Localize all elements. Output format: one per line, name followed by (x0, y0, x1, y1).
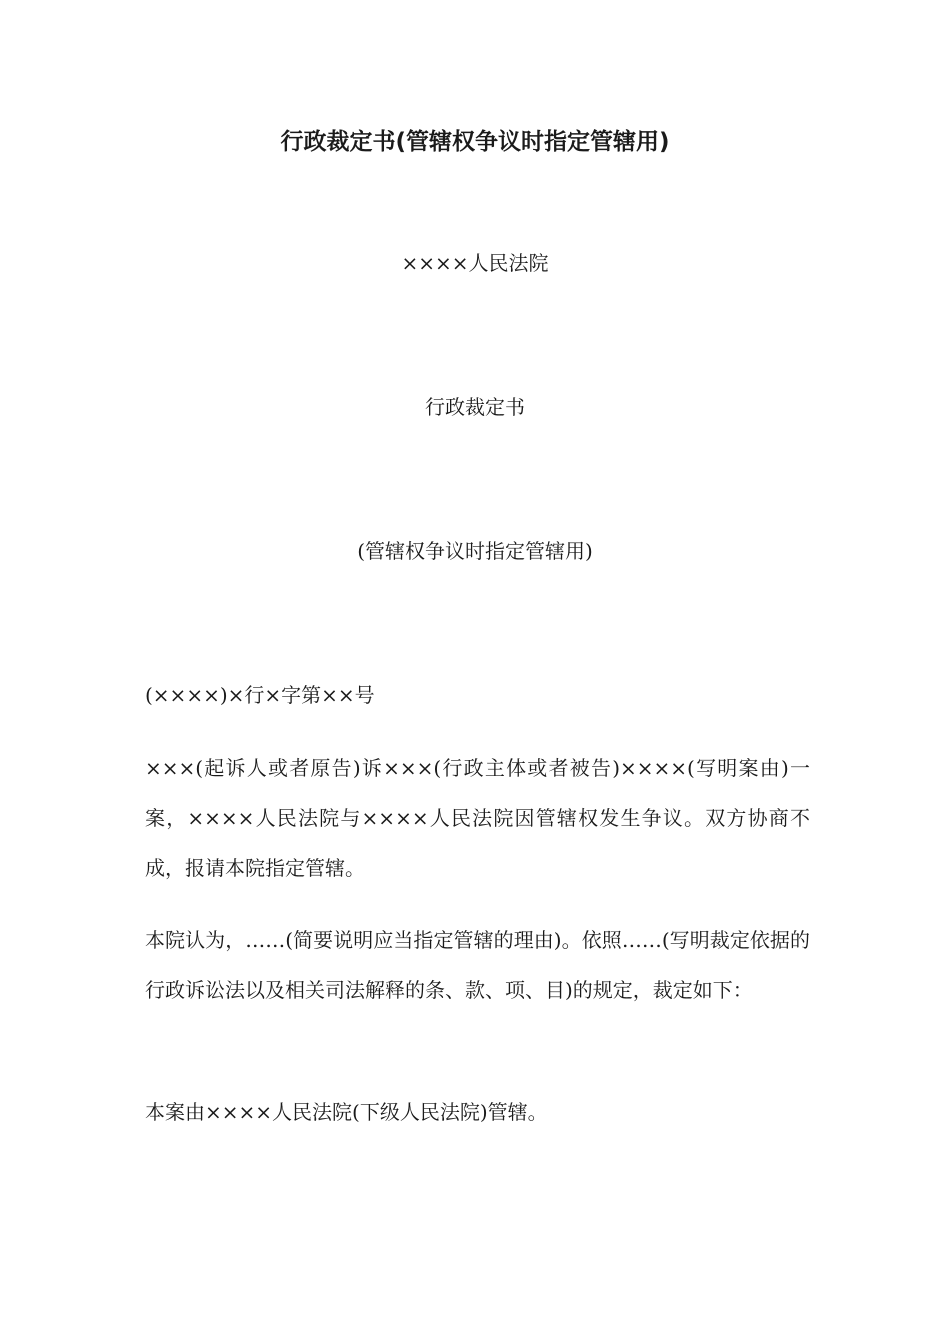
ruling-paragraph: 本案由××××人民法院(下级人民法院)管辖。 (145, 1100, 548, 1124)
court-name: ××××人民法院 (401, 251, 549, 275)
case-number: (××××)×行×字第××号 (145, 683, 375, 707)
document-title: 行政裁定书(管辖权争议时指定管辖用) (280, 129, 670, 155)
document-type: 行政裁定书 (425, 395, 525, 419)
reasoning-paragraph: 本院认为，……(简要说明应当指定管辖的理由)。依照……(写明裁定依据的行政诉讼法以及相关司法解释的条、款、项、目)的规定，裁定如下： (145, 928, 810, 1002)
document-subtitle: (管辖权争议时指定管辖用) (357, 539, 593, 563)
facts-paragraph: ×××(起诉人或者原告)诉×××(行政主体或者被告)××××(写明案由)一案，××××人民法院与××××人民法院因管辖权发生争议。双方协商不成，报请本院指定管辖。 (145, 756, 810, 880)
